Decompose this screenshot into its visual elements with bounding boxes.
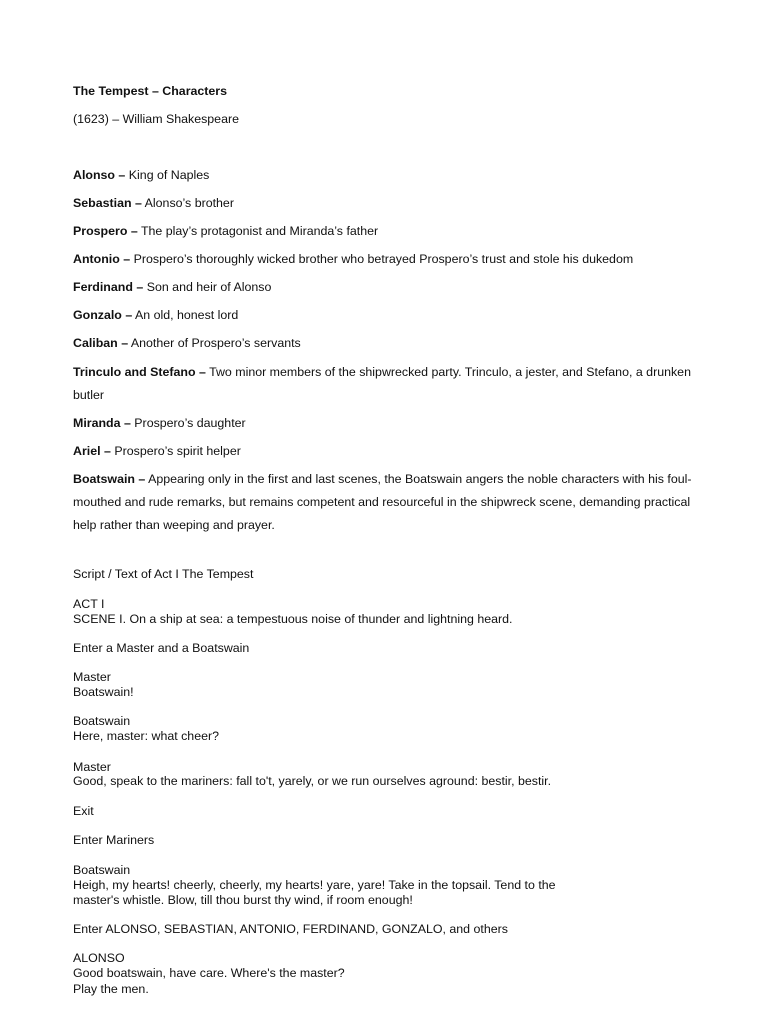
character-entry xyxy=(73,336,301,351)
character-description: Appearing only in the first and last scenes, the Boatswain angers the noble characters with his foul-mouthed and rude remarks, but remains competent and resourceful in the shipwreck scene, demanding practical help rather than weeping and prayer. xyxy=(73,472,692,532)
script-line: Boatswain xyxy=(73,863,131,877)
character-description: King of Naples xyxy=(128,168,210,182)
character-name: Gonzalo – xyxy=(73,308,133,322)
character-name: Trinculo and Stefano – xyxy=(73,365,206,379)
script-line: Enter ALONSO, SEBASTIAN, ANTONIO, FERDINAND, GONZALO, and others xyxy=(73,922,508,936)
character-entry xyxy=(73,224,378,239)
script-line: Enter Mariners xyxy=(73,833,155,847)
script-line: Boatswain xyxy=(73,714,131,728)
character-name: Sebastian – xyxy=(73,196,142,210)
character-description: The play’s protagonist and Miranda’s father xyxy=(140,224,379,238)
character-entry xyxy=(73,168,209,183)
script-line: Heigh, my hearts! cheerly, cheerly, my hearts! yare, yare! Take in the topsail. Tend to the xyxy=(73,878,556,892)
character-name: Caliban – xyxy=(73,336,129,350)
script-line: Boatswain! xyxy=(73,685,134,699)
script-line: ALONSO xyxy=(73,951,125,965)
character-description: Another of Prospero’s servants xyxy=(130,336,301,350)
document-title: The Tempest – Characters xyxy=(73,84,228,98)
character-entry xyxy=(73,361,698,407)
character-name: Miranda – xyxy=(73,416,131,430)
character-name: Antonio – xyxy=(73,252,131,266)
character-description: Alonso’s brother xyxy=(144,196,234,210)
character-description: Prospero’s spirit helper xyxy=(114,444,241,458)
character-description: Prospero’s daughter xyxy=(134,416,246,430)
script-line: Master xyxy=(73,760,111,774)
character-description: Prospero’s thoroughly wicked brother who betrayed Prospero’s trust and stole his dukedom xyxy=(133,252,634,266)
script-line: Good, speak to the mariners: fall to't, yarely, or we run ourselves aground: bestir, bestir. xyxy=(73,774,552,788)
character-description: An old, honest lord xyxy=(134,308,239,322)
script-line: Exit xyxy=(73,804,94,818)
script-line: ACT I xyxy=(73,597,105,611)
character-description: Son and heir of Alonso xyxy=(146,280,272,294)
script-heading: Script / Text of Act I The Tempest xyxy=(73,567,254,581)
script-line: Play the men. xyxy=(73,982,149,996)
character-entry xyxy=(73,444,241,459)
character-entry xyxy=(73,280,271,295)
script-line: Good boatswain, have care. Where's the master? xyxy=(73,966,345,980)
document-subtitle: (1623) – William Shakespeare xyxy=(73,112,239,126)
character-name: Alonso – xyxy=(73,168,126,182)
character-name: Ariel – xyxy=(73,444,111,458)
character-description: Two minor members of the shipwrecked party. Trinculo, a jester, and Stefano, a drunken butler xyxy=(73,365,691,402)
script-line: Here, master: what cheer? xyxy=(73,729,219,743)
script-line: master's whistle. Blow, till thou burst thy wind, if room enough! xyxy=(73,893,413,907)
character-name: Ferdinand – xyxy=(73,280,144,294)
script-line: SCENE I. On a ship at sea: a tempestuous noise of thunder and lightning heard. xyxy=(73,612,513,626)
character-entry xyxy=(73,308,238,323)
character-name: Boatswain – xyxy=(73,472,146,486)
script-line: Enter a Master and a Boatswain xyxy=(73,641,250,655)
character-entry xyxy=(73,252,633,267)
character-entry xyxy=(73,196,234,211)
character-entry xyxy=(73,468,698,537)
character-entry xyxy=(73,416,246,431)
script-line: Master xyxy=(73,670,111,684)
character-name: Prospero – xyxy=(73,224,138,238)
